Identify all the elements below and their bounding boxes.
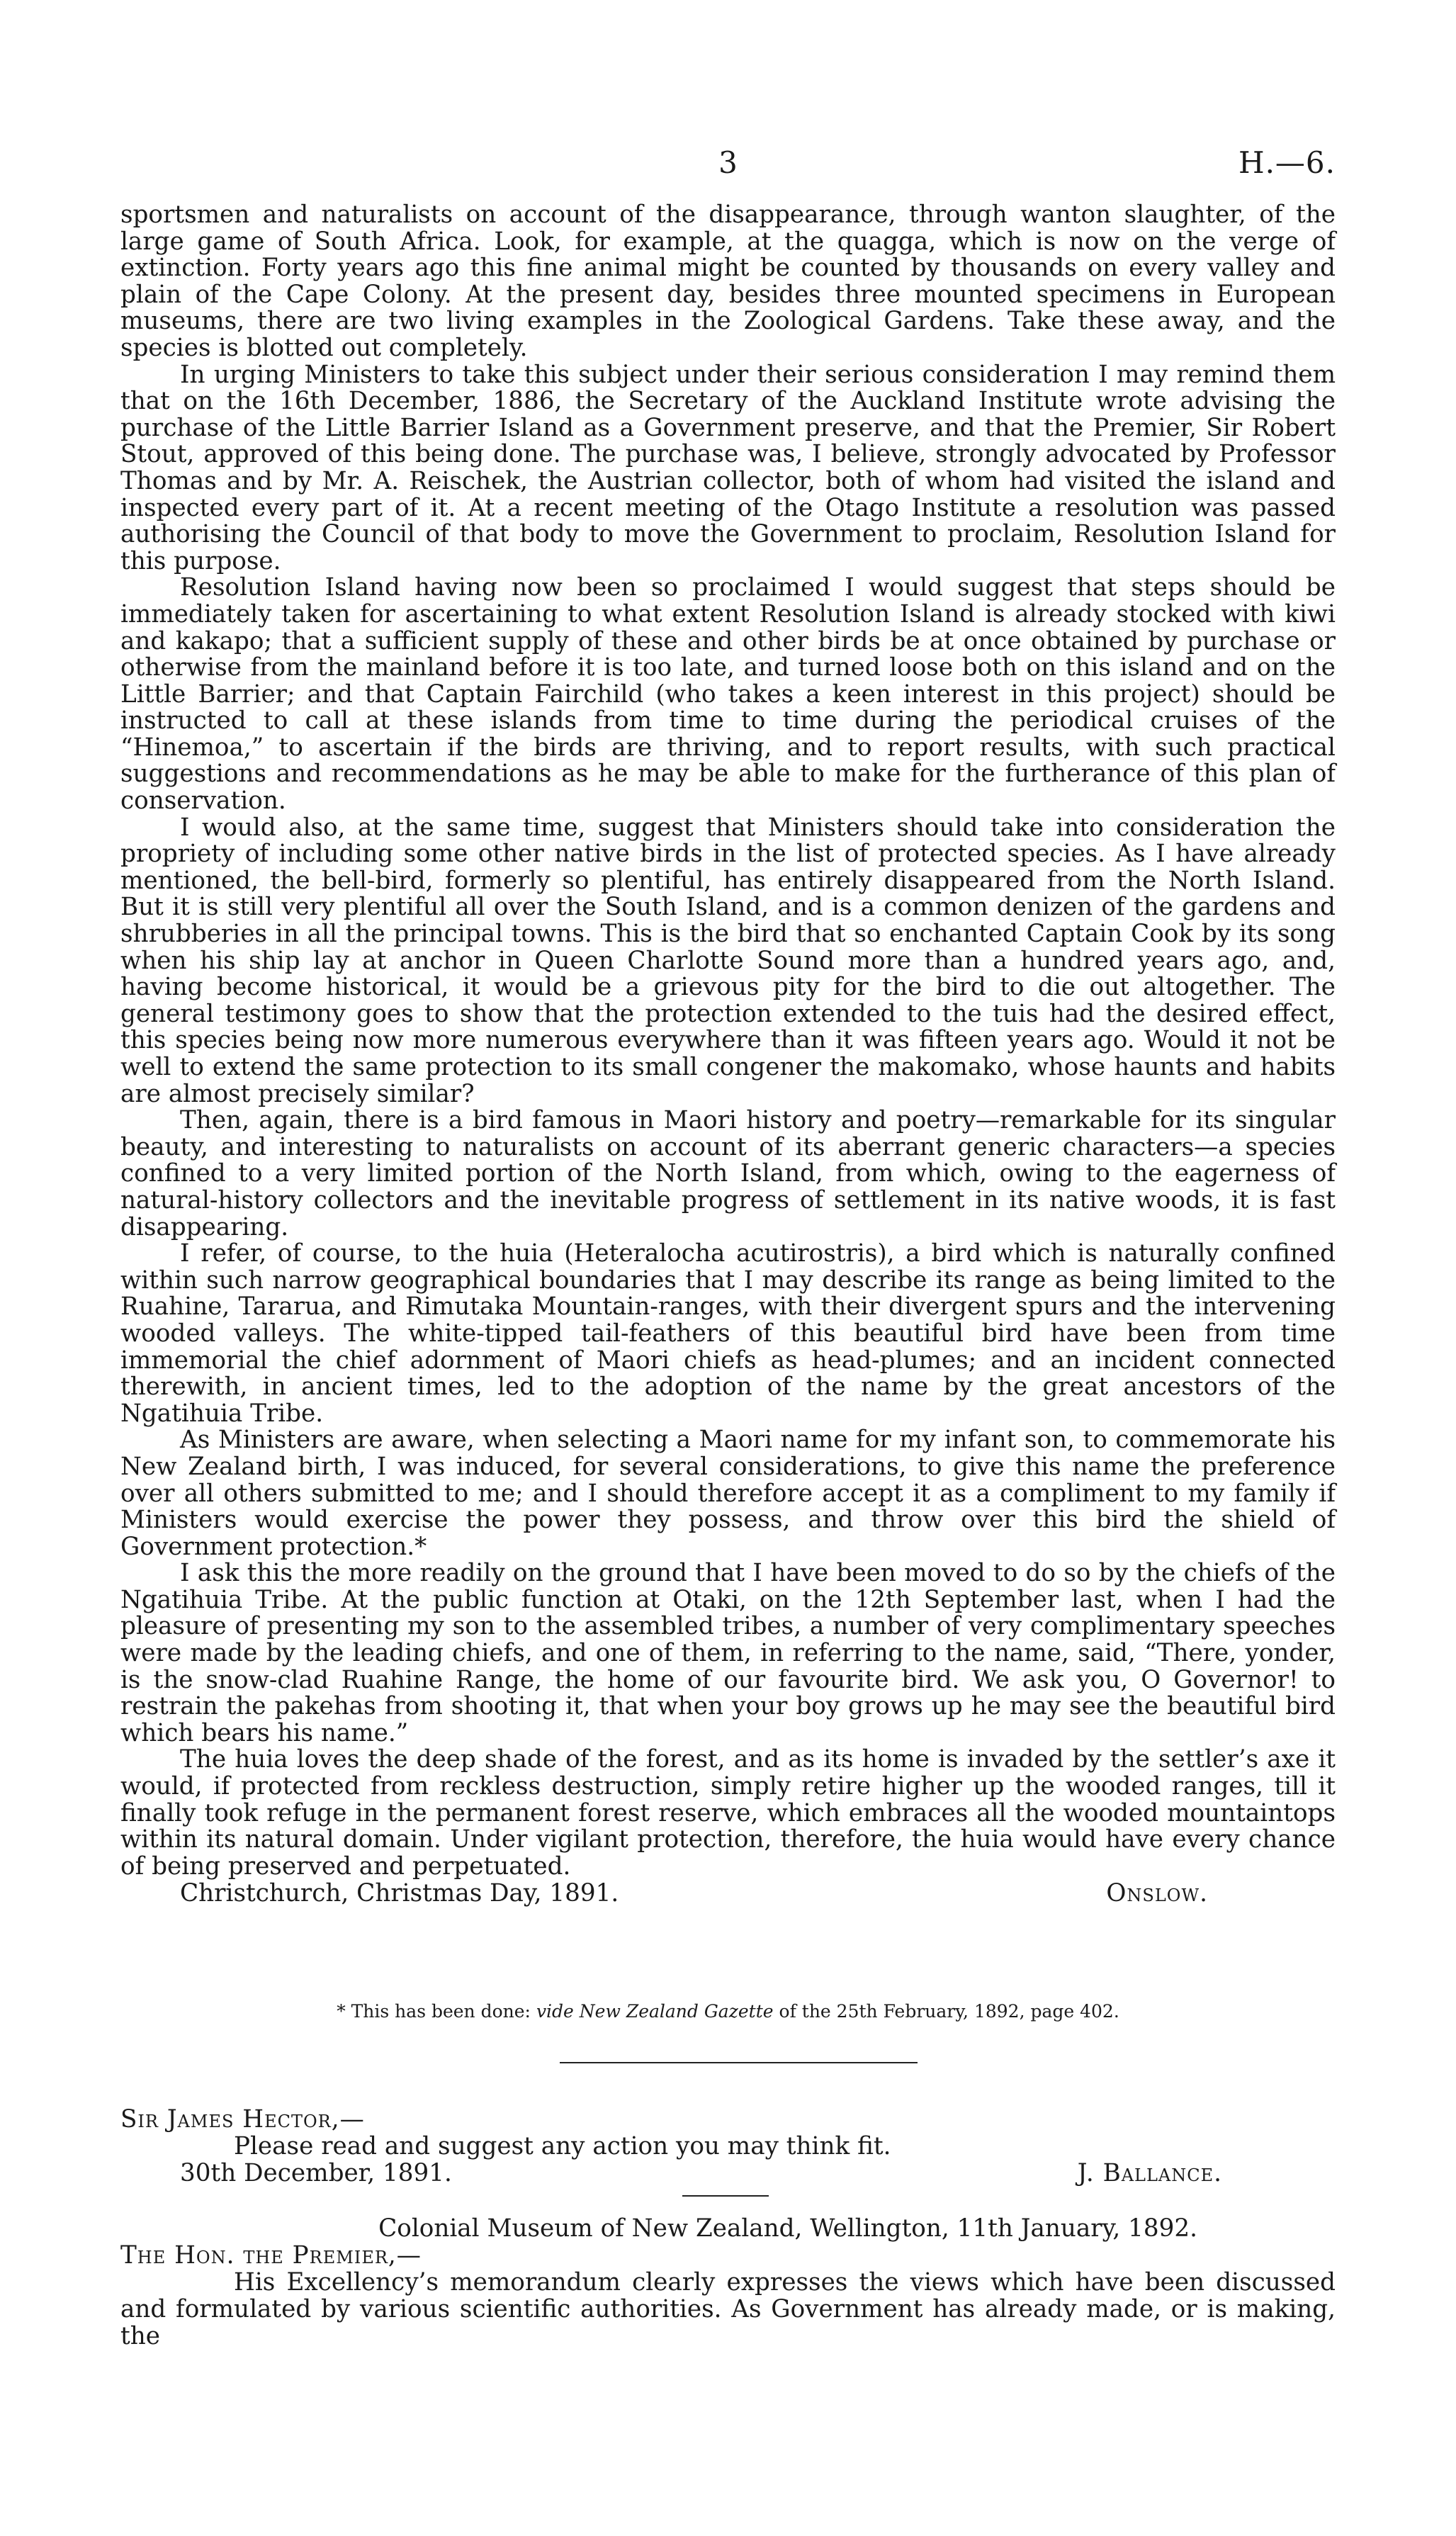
footnote-citation: vide New Zealand Gazette bbox=[536, 2001, 774, 2022]
minute-text: Please read and suggest any action you may think fit. bbox=[234, 2132, 891, 2160]
page-header bbox=[120, 145, 1336, 188]
minute-place-date: Colonial Museum of New Zealand, Wellington, 11th January, 1892. bbox=[378, 2214, 1197, 2243]
paragraph: Then, again, there is a bird famous in Maori history and poetry—remarkable for its singular beauty, and interesting to naturalists on account of its aberrant generic characters—a species confined to a very limited portion of the North Island, from which, owing to the eagerness of natural-history collectors and the inevitable progress of settlement in its native woods, it is fast disappearing. bbox=[120, 1106, 1336, 1241]
separator-rule bbox=[560, 2062, 918, 2063]
minute-hector bbox=[120, 2215, 1336, 2350]
signature-name: J. Ballance. bbox=[1077, 2159, 1222, 2187]
footnote bbox=[120, 2000, 1336, 2023]
page-number: 3 bbox=[718, 145, 738, 180]
letter-body bbox=[120, 202, 1336, 1907]
paragraph: The huia loves the deep shade of the forest, and as its home is invaded by the settler’s axe it would, if protected from reckless destruction, simply retire higher up the wooded ranges, till it finally took refuge in the permanent forest reserve, which embraces all the wooded mountaintops within its natural domain. Under vigilant protection, therefore, the huia would have every chance of being preserved and perpetuated. bbox=[120, 1745, 1336, 1881]
paragraph: Resolution Island having now been so proclaimed I would suggest that steps should be immediately taken for ascertaining to what extent Resolution Island is already stocked with kiwi and kakapo; that a sufficient supply of these and other birds be at once obtained by purchase or otherwise from the mainland before it is too late, and turned loose both on this island and on the Little Barrier; and that Captain Fairchild (who takes a keen interest in this project) should be instructed to call at these islands from time to time during the periodical cruises of the “Hinemoa,” to ascertain if the birds are thriving, and to report results, with such practical suggestions and recommendations as he may be able to make for the furtherance of this plan of conservation. bbox=[120, 573, 1336, 816]
separator-rule-short bbox=[682, 2195, 769, 2197]
document-reference: H.—6. bbox=[1238, 145, 1336, 180]
paragraph: I refer, of course, to the huia (Heteralocha acutirostris), a bird which is naturally confined within such narrow geographical boundaries that I may describe its range as being limited to the Ruahine, Tararua, and Rimutaka Mountain-ranges, with their divergent spurs and the intervening wooded valleys. The white-tipped tail-feathers of this beautiful bird have been from time immemorial the chief adornment of Maori chiefs as head-plumes; and an incident connected therewith, in ancient times, led to the adoption of the name by the great ancestors of the Ngatihuia Tribe. bbox=[120, 1239, 1336, 1428]
place-date: Christchurch, Christmas Day, 1891. bbox=[180, 1879, 619, 1908]
paragraph: I ask this the more readily on the ground that I have been moved to do so by the chiefs of the Ngatihuia Tribe. At the public function at Otaki, on the 12th September last, when I had the pleasure of presenting my son to the assembled tribes, a number of very complimentary speeches were made by the leading chiefs, and one of them, in referring to the name, said, “There, yonder, is the snow-clad Ruahine Range, the home of our favourite bird. We ask you, O Governor! to restrain the pakehas from shooting it, that when your boy grows up he may see the beautiful bird which bears his name.” bbox=[120, 1559, 1336, 1747]
minute-ballance bbox=[120, 2106, 1336, 2187]
addressee: The Hon. the Premier,— bbox=[120, 2241, 422, 2270]
minute-text: His Excellency’s memorandum clearly expresses the views which have been discussed and formulated by various scientific authorities. As Government has already made, or is making, the bbox=[120, 2268, 1336, 2350]
paragraph: sportsmen and naturalists on account of the disappearance, through wanton slaughter, of the large game of South Africa. Look, for example, at the quagga, which is now on the verge of extinction. Forty years ago this fine animal might be counted by thousands on every valley and plain of the Cape Colony. At the present day, besides three mounted specimens in European museums, there are two living examples in the Zoological Gardens. Take these away, and the species is blotted out completely. bbox=[120, 201, 1336, 362]
signature-line bbox=[120, 1880, 1336, 1907]
paragraph: I would also, at the same time, suggest that Ministers should take into consideration the propriety of including some other native birds in the list of protected species. As I have already mentioned, the bell-bird, formerly so plentiful, has entirely disappeared from the North Island. But it is still very plentiful all over the South Island, and is a common denizen of the gardens and shrubberies in all the principal towns. This is the bird that so enchanted Captain Cook by its song when his ship lay at anchor in Queen Charlotte Sound more than a hundred years ago, and, having become historical, it would be a grievous pity for the bird to die out altogether. The general testimony goes to show that the protection extended to the tuis had the desired effect, this species being now more numerous everywhere than it was fifteen years ago. Would it not be well to extend the same protection to its small congener the makomako, whose haunts and habits are almost precisely similar? bbox=[120, 813, 1336, 1108]
minute-date: 30th December, 1891. bbox=[180, 2159, 452, 2187]
footnote-lead: * This has been done: bbox=[337, 2001, 536, 2022]
signature-name: Onslow. bbox=[1106, 1879, 1208, 1908]
paragraph: In urging Ministers to take this subject under their serious consideration I may remind them that on the 16th December, 1886, the Secretary of the Auckland Institute wrote advising the purchase of the Little Barrier Island as a Government preserve, and that the Premier, Sir Robert Stout, approved of this being done. The purchase was, I believe, strongly advocated by Professor Thomas and by Mr. A. Reischek, the Austrian collector, both of whom had visited the island and inspected every part of it. At a recent meeting of the Otago Institute a resolution was passed authorising the Council of that body to move the Government to proclaim, Resolution Island for this purpose. bbox=[120, 360, 1336, 575]
addressee: Sir James Hector,— bbox=[120, 2105, 365, 2134]
footnote-tail: of the 25th February, 1892, page 402. bbox=[773, 2001, 1119, 2022]
paragraph: As Ministers are aware, when selecting a Maori name for my infant son, to commemorate his New Zealand birth, I was induced, for several considerations, to give this name the preference over all others submitted to me; and I should therefore accept it as a compliment to my family if Ministers would exercise the power they possess, and throw over this bird the shield of Government protection.* bbox=[120, 1426, 1336, 1561]
